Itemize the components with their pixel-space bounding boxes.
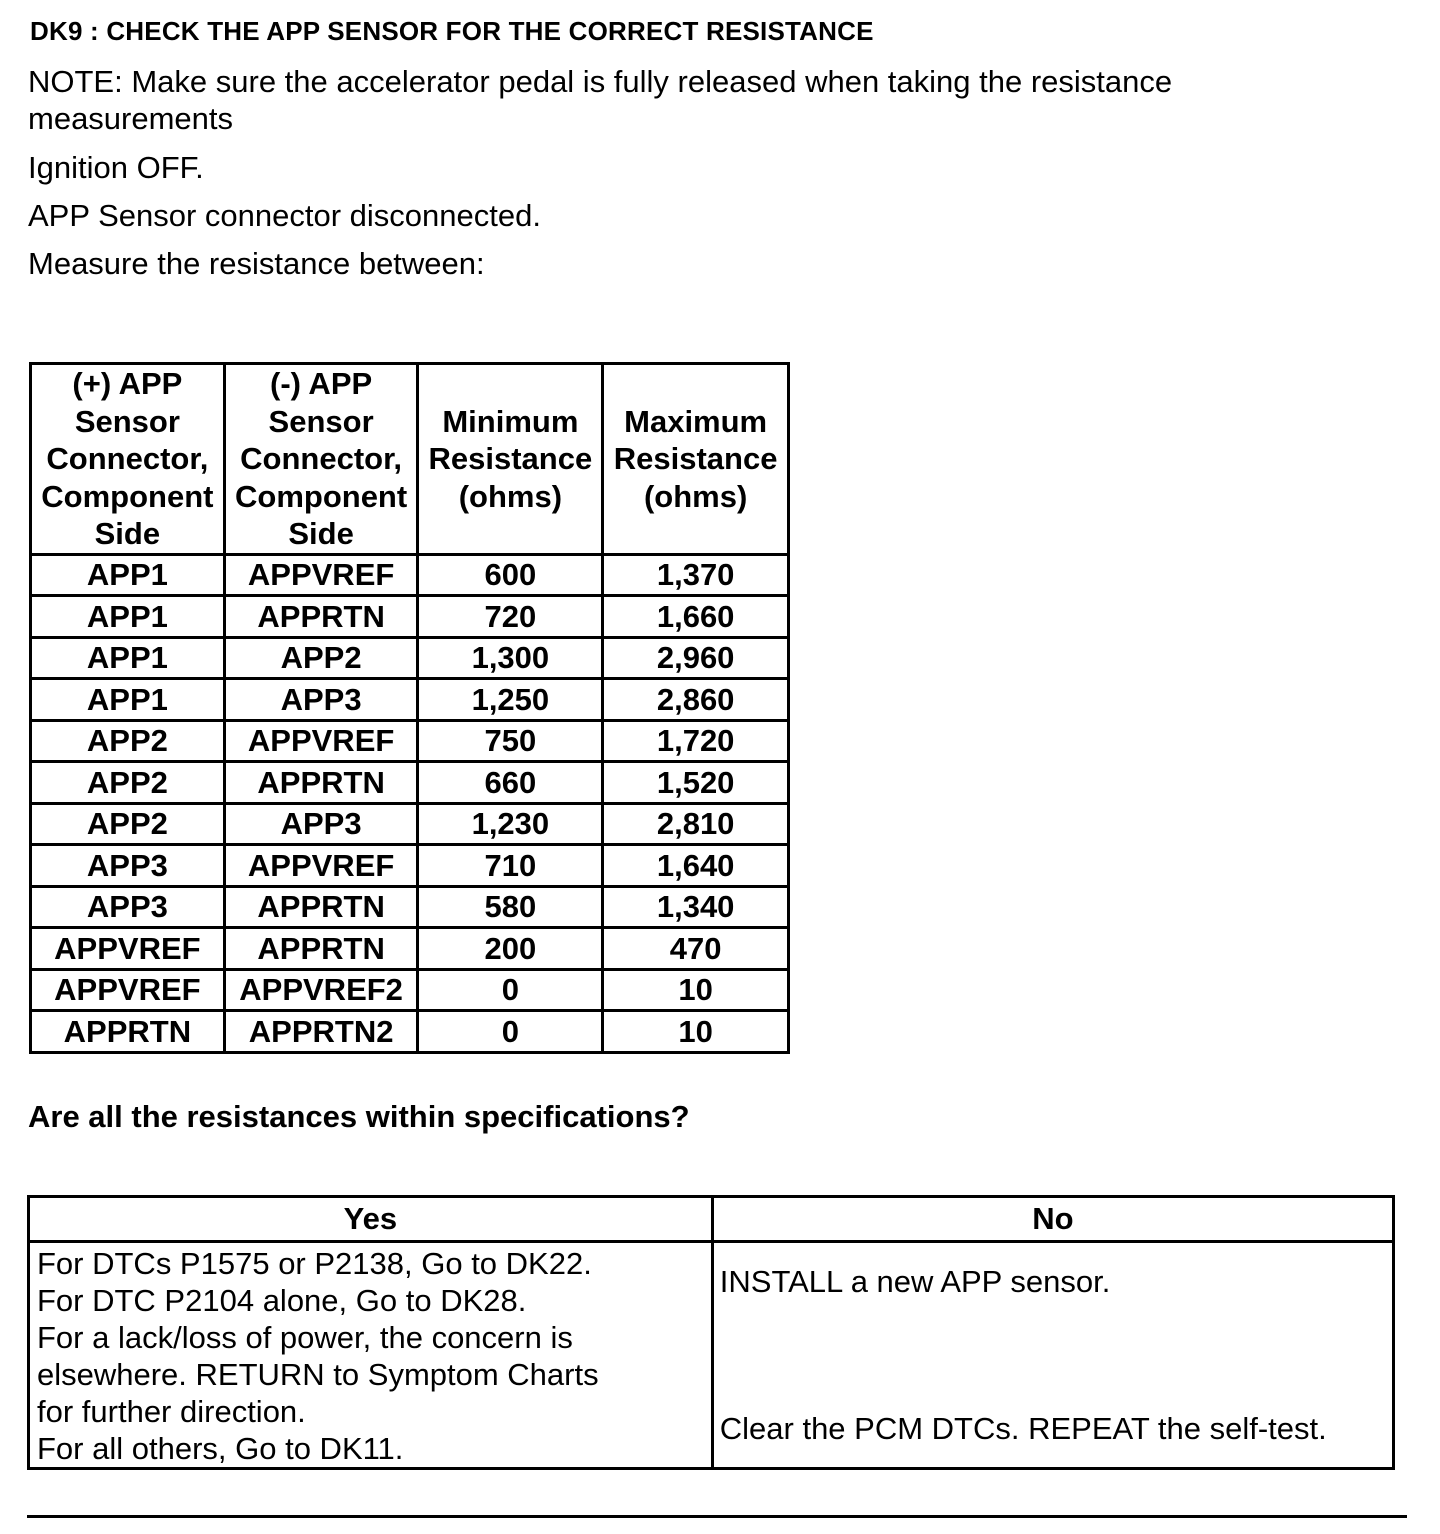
table-cell: APPVREF2	[224, 969, 418, 1011]
table-cell: 1,660	[603, 596, 789, 638]
header-line: Resistance	[428, 441, 593, 476]
table-cell: 2,860	[603, 679, 789, 721]
table-cell: APP3	[31, 886, 225, 928]
header-line: Minimum	[442, 403, 579, 439]
table-cell: 1,340	[603, 886, 789, 928]
table-cell: APP3	[31, 845, 225, 887]
table-cell: 2,960	[603, 637, 789, 679]
table-cell: 470	[603, 928, 789, 970]
header-line: (ohms)	[643, 478, 748, 514]
no-action-clear: Clear the PCM DTCs. REPEAT the self-test.	[719, 1411, 1327, 1446]
table-cell: APPRTN2	[224, 1011, 418, 1053]
table-cell: 10	[603, 1011, 789, 1053]
no-action-install: INSTALL a new APP sensor.	[719, 1264, 1111, 1299]
table-cell: APPVREF	[224, 845, 418, 887]
header-line: Sensor	[268, 403, 374, 439]
table-cell: APPRTN	[224, 596, 418, 638]
page-title: DK9 : CHECK THE APP SENSOR FOR THE CORRECT RESISTANCE	[30, 16, 874, 46]
header-line: Side	[288, 516, 354, 551]
table-cell: 710	[418, 845, 603, 887]
table-cell: APPRTN	[31, 1011, 225, 1053]
resistance-table-body	[31, 554, 789, 1052]
table-cell: APPRTN	[224, 928, 418, 970]
table-row	[31, 637, 789, 679]
header-maximum-resistance	[603, 364, 789, 555]
header-line: Maximum	[624, 403, 768, 439]
table-cell: 720	[418, 596, 603, 638]
table-cell: 1,720	[603, 720, 789, 762]
no-header: No	[712, 1197, 1393, 1242]
table-cell: APP1	[31, 554, 225, 596]
table-cell: 0	[418, 969, 603, 1011]
table-cell: APP2	[31, 803, 225, 845]
table-row	[31, 886, 789, 928]
table-cell: 200	[418, 928, 603, 970]
table-cell: 1,370	[603, 554, 789, 596]
table-cell: APP1	[31, 679, 225, 721]
header-line: (+) APP	[72, 366, 183, 401]
bottom-divider	[27, 1515, 1407, 1518]
yes-cell	[29, 1242, 713, 1469]
header-line: Side	[94, 516, 161, 551]
answer-body-row	[29, 1242, 1394, 1469]
yes-action-line: For DTCs P1575 or P2138, Go to DK22.	[37, 1246, 592, 1281]
note-text: NOTE: Make sure the accelerator pedal is fully released when taking the resistance measurements	[28, 64, 1173, 136]
table-cell: APP1	[31, 596, 225, 638]
table-cell: APPVREF	[31, 969, 225, 1011]
header-negative-connector	[224, 364, 418, 555]
connector-instruction: APP Sensor connector disconnected.	[28, 198, 541, 233]
answer-table	[27, 1195, 1395, 1470]
yes-action-line: For DTC P2104 alone, Go to DK28.	[37, 1283, 527, 1318]
table-cell: 1,300	[418, 637, 603, 679]
table-cell: APP3	[224, 803, 418, 845]
table-cell: 1,640	[603, 845, 789, 887]
header-line: Connector,	[240, 441, 403, 476]
table-cell: 1,230	[418, 803, 603, 845]
yes-header: Yes	[29, 1197, 713, 1242]
resistance-table-header-row	[31, 364, 789, 555]
answer-header-row	[29, 1197, 1394, 1242]
header-line: Sensor	[74, 403, 180, 439]
measure-instruction: Measure the resistance between:	[28, 246, 485, 281]
table-cell: 750	[418, 720, 603, 762]
table-row	[31, 845, 789, 887]
table-row	[31, 1011, 789, 1053]
header-line: Component	[235, 478, 408, 514]
table-cell: APPVREF	[31, 928, 225, 970]
table-cell: 1,520	[603, 762, 789, 804]
header-line: Resistance	[613, 441, 778, 476]
table-cell: APP1	[31, 637, 225, 679]
ignition-instruction: Ignition OFF.	[28, 150, 204, 185]
table-cell: 1,250	[418, 679, 603, 721]
question-text: Are all the resistances within specifications?	[28, 1099, 690, 1134]
table-row	[31, 679, 789, 721]
header-line: (ohms)	[458, 478, 563, 514]
header-line: (-) APP	[270, 366, 373, 401]
table-cell: APP2	[224, 637, 418, 679]
table-cell: APPVREF	[224, 720, 418, 762]
resistance-table	[29, 362, 790, 1054]
table-cell: 0	[418, 1011, 603, 1053]
table-row	[31, 596, 789, 638]
table-row	[31, 803, 789, 845]
table-cell: 580	[418, 886, 603, 928]
table-cell: 660	[418, 762, 603, 804]
table-cell: APPVREF	[224, 554, 418, 596]
table-cell: APPRTN	[224, 886, 418, 928]
table-cell: 600	[418, 554, 603, 596]
yes-action-line: For all others, Go to DK11.	[37, 1431, 404, 1466]
table-row	[31, 928, 789, 970]
table-row	[31, 762, 789, 804]
table-cell: APP3	[224, 679, 418, 721]
yes-action-line: elsewhere. RETURN to Symptom Charts	[37, 1357, 599, 1392]
table-cell: 2,810	[603, 803, 789, 845]
header-line: Connector,	[46, 441, 209, 476]
header-line: Component	[41, 478, 214, 514]
table-cell: APP2	[31, 762, 225, 804]
table-row	[31, 720, 789, 762]
no-cell	[712, 1242, 1393, 1469]
yes-action-line: For a lack/loss of power, the concern is	[37, 1320, 573, 1355]
yes-action-line: for further direction.	[37, 1394, 306, 1429]
table-row	[31, 554, 789, 596]
header-minimum-resistance	[418, 364, 603, 555]
table-cell: APP2	[31, 720, 225, 762]
header-positive-connector	[31, 364, 225, 555]
table-row	[31, 969, 789, 1011]
table-cell: APPRTN	[224, 762, 418, 804]
table-cell: 10	[603, 969, 789, 1011]
